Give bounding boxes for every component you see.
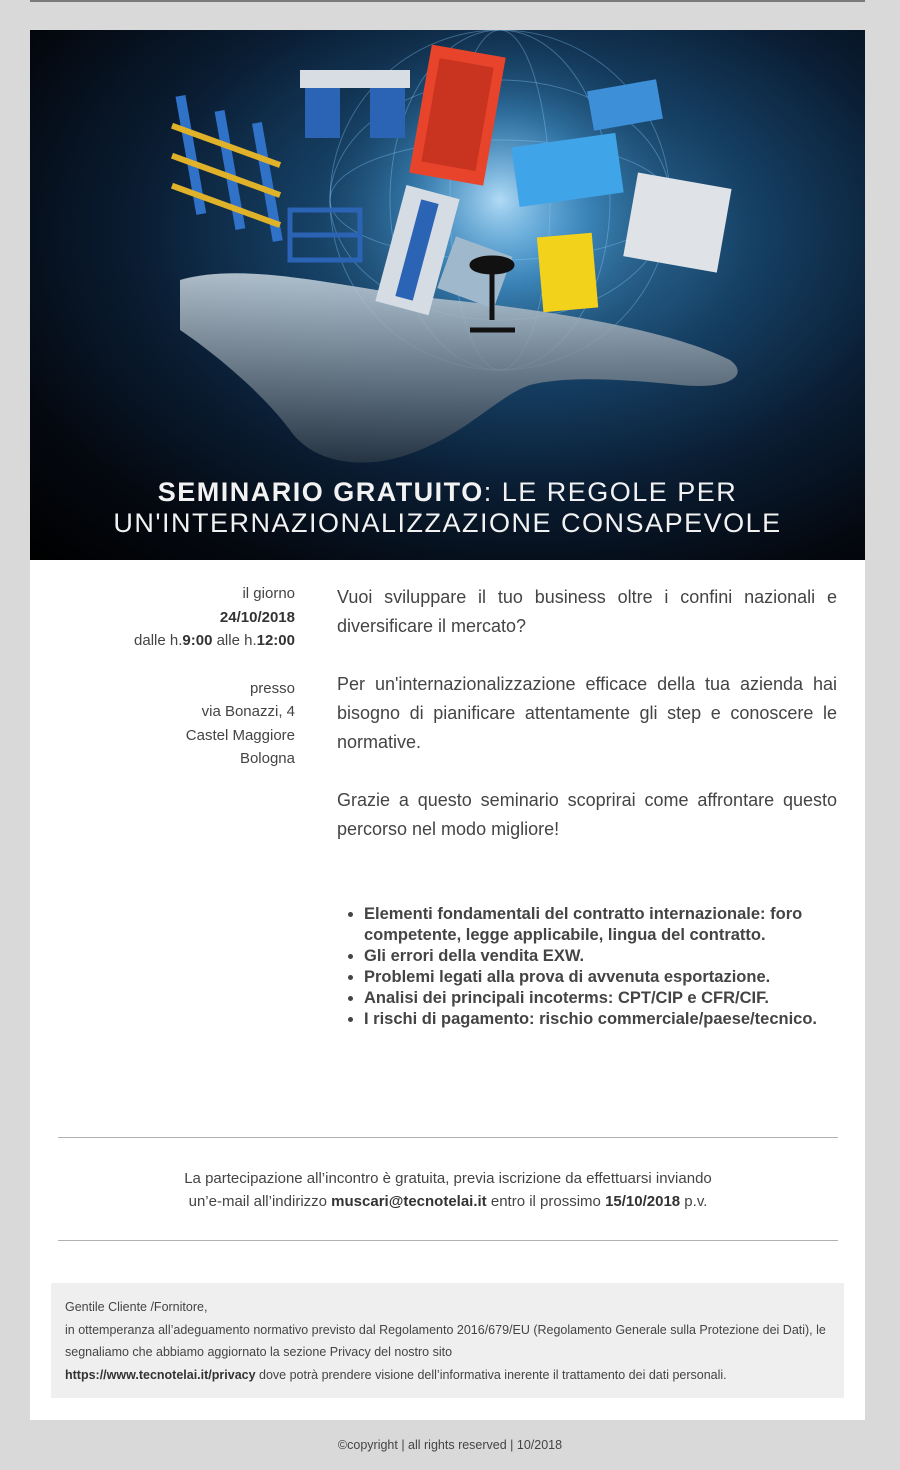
privacy-notice xyxy=(51,1283,844,1398)
topic-item: • Elementi fondamentali del contratto internazionale: foro competente, legge applicabile, lingua del contratto. xyxy=(364,904,874,946)
privacy-text: in ottemperanza all’adeguamento normativo previsto dal Regolamento 2016/679/EU (Regolamento Generale sulla Protezione dei Dati), le segnaliamo che abbiamo aggiornato la sezione Privacy del nostro sito https://www.tecnotelai.it/privacy dove potrà prendere visione dell’informativa inerente il trattamento dei dati personali. xyxy=(65,1322,826,1382)
grey-cabinet-icon xyxy=(623,172,731,272)
newsletter-card xyxy=(30,30,865,1420)
intro-paragraph-1: Vuoi sviluppare il tuo business oltre i confini nazionali e diversificare il mercato? xyxy=(337,587,837,636)
divider xyxy=(58,1240,838,1241)
topic-item: • Problemi legati alla prova di avvenuta esportazione. xyxy=(364,967,874,988)
privacy-greeting: Gentile Cliente /Fornitore, xyxy=(65,1300,208,1314)
hero-title-line2: UN'INTERNAZIONALIZZAZIONE CONSAPEVOLE xyxy=(113,508,782,538)
event-city: Castel Maggiore xyxy=(185,726,295,744)
divider xyxy=(58,1137,838,1138)
topic-item: • I rischi di pagamento: rischio commerciale/paese/tecnico. xyxy=(364,1009,874,1030)
intro-paragraph-2: Per un'internazionalizzazione efficace della tua azienda hai bisogno di pianificare attentamente gli step e conoscere le normative. xyxy=(337,674,837,752)
intro-text xyxy=(337,583,837,873)
hero-banner xyxy=(30,30,865,560)
privacy-link[interactable]: https://www.tecnotelai.it/privacy xyxy=(65,1367,256,1382)
event-date: 24/10/2018 xyxy=(219,608,295,626)
email-link[interactable]: muscari@tecnotelai.it xyxy=(331,1193,487,1210)
event-province: Bologna xyxy=(239,750,295,767)
topics-list xyxy=(337,904,874,1030)
deadline-date: 15/10/2018 xyxy=(605,1193,681,1210)
footer-copyright: ©copyright | all rights reserved | 10/2018 xyxy=(337,1438,563,1452)
day-label: il giorno xyxy=(242,585,295,602)
cantilever-rack-icon xyxy=(171,95,283,242)
top-divider xyxy=(30,0,865,2)
event-details xyxy=(30,582,295,771)
intro-paragraph-3: Grazie a questo seminario scoprirai come affrontare questo percorso nel modo migliore! xyxy=(337,790,837,839)
hero-title-line1: SEMINARIO GRATUITO: LE REGOLE PER xyxy=(157,477,738,507)
event-time: dalle h.9:00 alle h.12:00 xyxy=(134,632,295,649)
topic-item: • Gli errori della vendita EXW. xyxy=(364,946,874,967)
yellow-cabinet-icon xyxy=(537,233,598,313)
place-label: presso xyxy=(249,679,295,697)
event-address: via Bonazzi, 4 xyxy=(201,703,295,720)
registration-line-1: La partecipazione all’incontro è gratuita, previa iscrizione da effettuarsi inviando xyxy=(184,1170,712,1187)
registration-info xyxy=(58,1167,838,1213)
registration-line-2: un’e-mail all’indirizzo muscari@tecnotelai.it entro il prossimo 15/10/2018 p.v. xyxy=(188,1193,708,1210)
topic-item: • Analisi dei principali incoterms: CPT/CIP e CFR/CIF. xyxy=(364,988,874,1009)
